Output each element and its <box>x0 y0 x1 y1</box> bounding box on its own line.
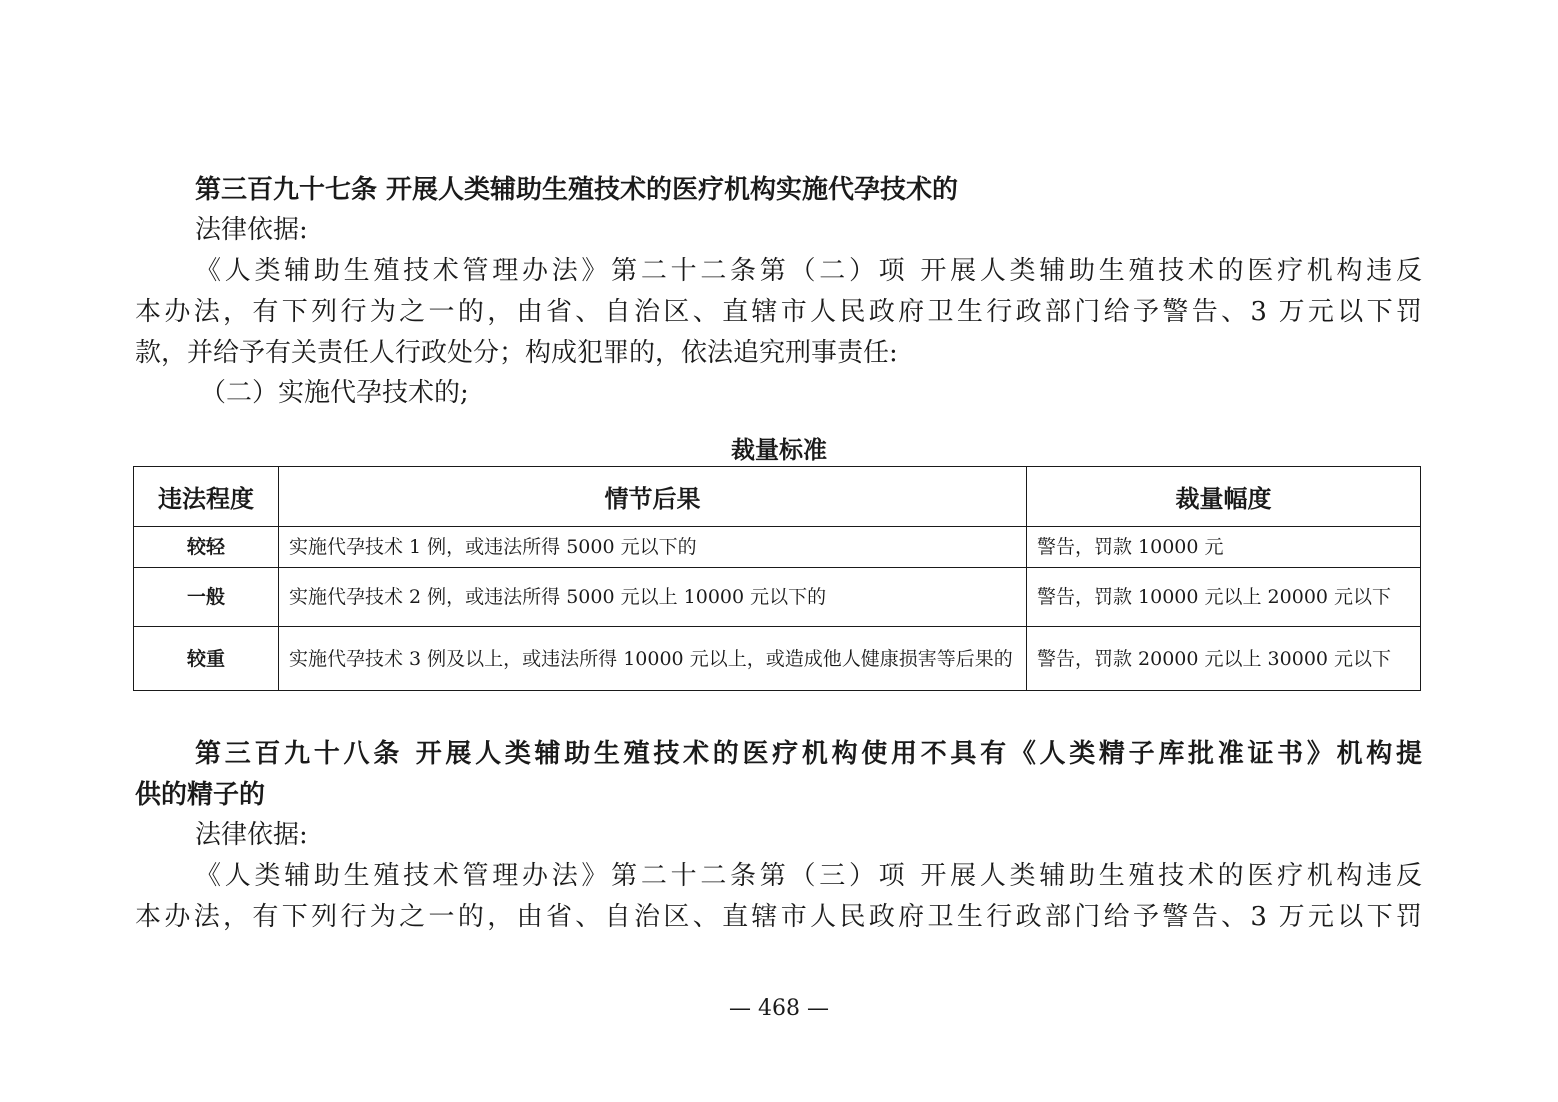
article-397-basis-label: 法律依据: <box>195 215 308 245</box>
article-397-item: （二）实施代孕技术的; <box>200 378 469 408</box>
discretion-standard-table <box>133 466 1421 691</box>
article-398-basis-label: 法律依据: <box>195 820 308 850</box>
row-level: 较轻 <box>134 527 279 568</box>
article-398-heading-line-2: 供的精子的 <box>135 780 266 810</box>
header-penalty-range: 裁量幅度 <box>1027 467 1421 527</box>
article-398-para-line-2: 本办法，有下列行为之一的，由省、自治区、直辖市人民政府卫生行政部门给予警告、3 万元以下罚 <box>135 902 1422 932</box>
article-397-para-line-3: 款，并给予有关责任人行政处分；构成犯罪的，依法追究刑事责任: <box>135 338 898 368</box>
table-header-row <box>134 467 1421 527</box>
table-row <box>134 568 1421 627</box>
header-violation-degree: 违法程度 <box>134 467 279 527</box>
table-title: 裁量标准 <box>731 436 827 464</box>
row-penalty-range: 警告，罚款 10000 元以上 20000 元以下 <box>1027 568 1421 627</box>
row-penalty-range: 警告，罚款 10000 元 <box>1027 527 1421 568</box>
article-398-heading-line-1: 第三百九十八条 开展人类辅助生殖技术的医疗机构使用不具有《人类精子库批准证书》机构提 <box>195 739 1422 769</box>
header-circumstance: 情节后果 <box>279 467 1027 527</box>
row-level: 较重 <box>134 627 279 691</box>
row-circumstance: 实施代孕技术 3 例及以上，或违法所得 10000 元以上，或造成他人健康损害等后果的 <box>279 627 1027 691</box>
row-circumstance: 实施代孕技术 2 例，或违法所得 5000 元以上 10000 元以下的 <box>279 568 1027 627</box>
row-penalty-range: 警告，罚款 20000 元以上 30000 元以下 <box>1027 627 1421 691</box>
table-row <box>134 527 1421 568</box>
article-397-heading: 第三百九十七条 开展人类辅助生殖技术的医疗机构实施代孕技术的 <box>195 175 959 205</box>
table-row <box>134 627 1421 691</box>
page-number: — 468 — <box>729 996 829 1021</box>
article-397-para-line-2: 本办法，有下列行为之一的，由省、自治区、直辖市人民政府卫生行政部门给予警告、3 万元以下罚 <box>135 297 1422 327</box>
article-397-para-line-1: 《人类辅助生殖技术管理办法》第二十二条第（二）项 开展人类辅助生殖技术的医疗机构违反 <box>195 256 1422 286</box>
article-398-para-line-1: 《人类辅助生殖技术管理办法》第二十二条第（三）项 开展人类辅助生殖技术的医疗机构违反 <box>195 861 1422 891</box>
row-level: 一般 <box>134 568 279 627</box>
row-circumstance: 实施代孕技术 1 例，或违法所得 5000 元以下的 <box>279 527 1027 568</box>
